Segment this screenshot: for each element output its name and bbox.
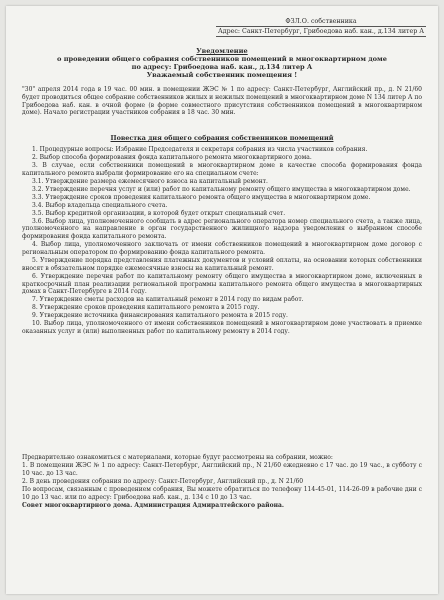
title-greeting: Уважаемый собственник помещения ! bbox=[146, 71, 298, 79]
agenda-item: 3.1. Утверждение размера ежемесячного взноса на капитальный ремонт. bbox=[32, 177, 268, 185]
title-heading: Уведомление bbox=[196, 47, 248, 55]
agenda-item: 10. Выбор лица, уполномоченного от имени собственников помещений в многоквартирном доме участвовать в приемке оказанных услуг и (или) выполненных работ по капитальному ремонту в 2014 году. bbox=[22, 320, 422, 336]
notice-document bbox=[6, 6, 438, 594]
addressee-block bbox=[216, 18, 426, 38]
agenda-item: 3.4. Выбор владельца специального счета. bbox=[32, 201, 168, 209]
agenda-item: 7. Утверждение сметы расходов на капитальный ремонт в 2014 году по видам работ. bbox=[32, 296, 304, 304]
agenda-item: 3.5. Выбор кредитной организации, в которой будет открыт специальный счет. bbox=[32, 209, 286, 217]
notice-title bbox=[20, 47, 424, 79]
footer-block bbox=[22, 454, 422, 510]
agenda-item: 1. Процедурные вопросы: Избрание Председателя и секретаря собрания из числа участников собрания. bbox=[32, 146, 368, 153]
footer-line: По вопросам, связанным с проведением собрания, Вы можете обратиться по телефону 114-45-01, 114-26-09 в рабочие дни с 10 до 13 час. или по адресу: Грибоедова наб. кан., д. 134 с 10 до 13 час. bbox=[22, 485, 422, 501]
agenda-list bbox=[22, 146, 422, 336]
agenda-item: 6. Утверждение перечня работ по капитальному ремонту общего имущества в многоквартирном доме, включенных в краткосрочный план реализации региональной программы капитального ремонта общего имущества в многоквартирных домах в Санкт-Петербурге в 2014 году. bbox=[22, 272, 422, 296]
agenda-item: 3. В случае, если собственники помещений в многоквартирном доме в качестве способа формирования фонда капитального ремонта выбрали формирование его на специальном счете: bbox=[22, 161, 422, 177]
agenda-item: 2. Выбор способа формирования фонда капитального ремонта многоквартирного дома. bbox=[32, 153, 312, 161]
agenda-item: 4. Выбор лица, уполномоченного заключать от имени собственников помещений в многоквартирном доме договор с региональным оператором по формированию фонда капитального ремонта. bbox=[22, 241, 422, 257]
addressee-address: Адрес: Санкт-Петербург, Грибоедова наб. кан., д.134 литер А bbox=[217, 28, 425, 35]
agenda-item: 3.2. Утверждение перечня услуг и (или) работ по капитальному ремонту общего имущества в многоквартирном доме. bbox=[32, 185, 411, 193]
agenda-item: 9. Утверждение источника финансирования капитального ремонта в 2015 году. bbox=[32, 312, 288, 320]
addressee-owner: ФЗЛ.О. собственника bbox=[216, 18, 426, 27]
title-subject: о проведении общего собрания собственников помещений в многоквартирном доме bbox=[57, 55, 387, 63]
footer-line: 2. В день проведения собрания по адресу: Санкт-Петербург, Английский пр., д. N 21/60 bbox=[22, 477, 304, 485]
agenda-item: 5. Утверждение порядка представления платежных документов и условий оплаты, на основании которых собственники вносят в обязательном порядке ежемесячные взносы на капитальный ремонт. bbox=[22, 257, 422, 272]
agenda-heading: Повестка дня общего собрания собственников помещений bbox=[110, 134, 334, 142]
footer-line: 1. В помещении ЖЭС № 1 по адресу: Санкт-Петербург, Английский пр., N 21/60 ежедневно с 17 час. до 19 час., в субботу с 10 час. до 13 час. bbox=[22, 461, 422, 477]
intro-paragraph: "30" апреля 2014 года в 19 час. 00 мин. в помещении ЖЭС № 1 по адресу: Санкт-Петербург, Английский пр., д. N 21/60 будет проводиться общее собрание собственников жилых и нежилых помещений в многоквартирном доме N 134 литер А по Грибоедова наб. кан. в очной форме (в форме совместного присутствия собственников помещений в многоквартирном доме). Начало регистрации участников собрания в 18 час. 30 мин. bbox=[22, 86, 422, 117]
agenda-item: 3.3. Утверждение сроков проведения капитального ремонта общего имущества в многоквартирном доме. bbox=[32, 193, 371, 201]
title-address: по адресу: Грибоедова наб. кан., д.134 литер А bbox=[131, 63, 313, 71]
agenda-item: 8. Утверждение сроков проведения капитального ремонта в 2015 году. bbox=[32, 304, 260, 312]
footer-line: Предварительно ознакомиться с материалами, которые будут рассмотрены на собрании, можно: bbox=[22, 454, 333, 461]
signature-line: Совет многоквартирного дома. Администрация Адмиралтейского района. bbox=[22, 501, 284, 509]
agenda-item: 3.6. Выбор лица, уполномоченного сообщать в адрес регионального оператора номер специального счета, а также лица, уполномоченного на направление в орган государственного жилищного надзора уведомления о выбранном способе формирования фонда капитального ремонта. bbox=[22, 217, 422, 241]
